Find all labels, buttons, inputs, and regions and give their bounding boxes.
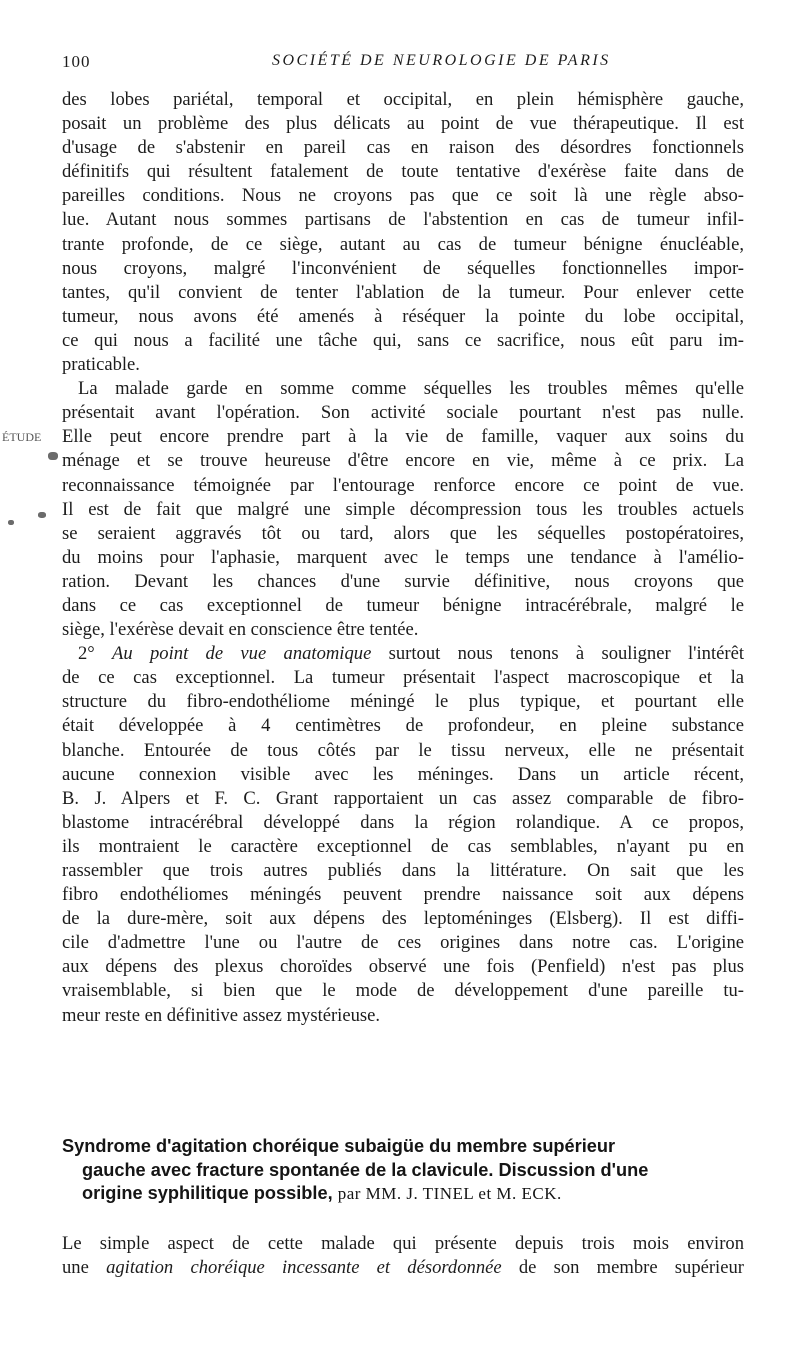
p1-line: des lobes pariétal, temporal et occipital, en plein hémisphère gauche, bbox=[62, 89, 744, 110]
section-heading bbox=[62, 1135, 744, 1206]
p2-line: présentait avant l'opération. Son activité sociale pourtant n'est pas nulle. bbox=[62, 402, 744, 424]
p3-line: de ce cas exceptionnel. La tumeur présentait l'aspect macroscopique et la bbox=[62, 667, 744, 689]
ink-blot bbox=[48, 452, 58, 460]
paragraph-3 bbox=[62, 642, 744, 1028]
heading-line-2: gauche avec fracture spontanée de la clavicule. Discussion d'une bbox=[82, 1159, 649, 1180]
p3-line: rassembler que trois autres publiés dans la littérature. On sait que les bbox=[62, 860, 744, 881]
p3-line: était développée à 4 centimètres de profondeur, en pleine substance bbox=[62, 715, 744, 737]
page-header bbox=[62, 52, 742, 78]
p1-line: praticable. bbox=[62, 354, 140, 376]
running-title: SOCIÉTÉ DE NEUROLOGIE DE PARIS bbox=[272, 52, 611, 69]
italic-phrase: agitation choréique incessante et désordonnée bbox=[106, 1257, 502, 1279]
p3-line: ils montraient le caractère exceptionnel de cas semblables, n'ayant pu en bbox=[62, 835, 744, 857]
p2-line: Il est de fait que malgré une simple décompression tous les troubles actuels bbox=[62, 498, 744, 520]
paragraph-2 bbox=[62, 377, 744, 642]
p3-line: de la dure-mère, soit aux dépens des leptoméninges (Elsberg). Il est diffi- bbox=[62, 908, 744, 930]
p1-line: posait un problème des plus délicats au point de vue thérapeutique. Il est bbox=[62, 113, 744, 135]
p1-line: tantes, qu'il convient de tenter l'ablation de la tumeur. Pour enlever cette bbox=[62, 281, 744, 303]
p3-line: blastome intracérébral développé dans la région rolandique. A ce propos, bbox=[62, 811, 744, 833]
p3-line: B. J. Alpers et F. C. Grant rapportaient un cas assez comparable de fibro- bbox=[62, 787, 744, 809]
p2-line: du moins pour l'aphasie, marquent avec le temps une tendance à l'amélio- bbox=[62, 546, 744, 568]
p2-line: dans ce cas exceptionnel de tumeur bénigne intracérébrale, malgré le bbox=[62, 594, 744, 616]
p2-line: La malade garde en somme comme séquelles les troubles mêmes qu'elle bbox=[78, 378, 744, 400]
authors: par MM. J. TINEL et M. ECK. bbox=[337, 1184, 562, 1203]
p3-line: aucune connexion visible avec les méninges. Dans un article récent, bbox=[62, 763, 744, 785]
ink-blot bbox=[38, 512, 46, 518]
p3-line: aux dépens des plexus choroïdes observé une fois (Penfield) n'est pas plus bbox=[62, 956, 744, 978]
margin-annotation: ÉTUDE bbox=[2, 430, 42, 444]
p1-line: trante profonde, de ce siège, autant au cas de tumeur bénigne énucléable, bbox=[62, 233, 744, 255]
p1-line: tumeur, nous avons été amenés à réséquer la pointe du lobe occipital, bbox=[62, 305, 744, 327]
p2-line: reconnaissance témoignée par l'entourage renforce encore ce point de vue. bbox=[62, 474, 744, 496]
section-number: 2° bbox=[78, 643, 95, 665]
heading-line-3: origine syphilitique possible, par MM. J. TINEL et M. ECK. bbox=[82, 1183, 562, 1203]
p3-line: fibro endothéliomes méningés peuvent prendre naissance soit aux dépens bbox=[62, 884, 744, 906]
p3-line: meur reste en définitive assez mystérieuse. bbox=[62, 1004, 381, 1026]
closing-line-1: Le simple aspect de cette malade qui présente depuis trois mois environ bbox=[62, 1233, 744, 1254]
paragraph-3-line-first: 2° Au point de vue anatomique surtout nous tenons à souligner l'intérêt bbox=[78, 643, 744, 665]
body-text bbox=[62, 88, 744, 1028]
p1-line: ce qui nous a facilité une tâche qui, sans ce sacrifice, nous eût paru im- bbox=[62, 329, 744, 351]
heading-line-1: Syndrome d'agitation choréique subaigüe du membre supérieur bbox=[62, 1136, 616, 1156]
p1-line: d'usage de s'abstenir en pareil cas en raison des désordres fonctionnels bbox=[62, 137, 744, 159]
p1-line: définitifs qui résultent fatalement de toute tentative d'exérèse faite dans de bbox=[62, 161, 744, 183]
paragraph-1 bbox=[62, 88, 744, 377]
p2-line: Elle peut encore prendre part à la vie de famille, vaquer aux soins du bbox=[62, 426, 744, 448]
p3-line: cile d'admettre l'une ou l'autre de ces origines dans notre cas. L'origine bbox=[62, 932, 744, 954]
p3-line: vraisemblable, si bien que le mode de développement d'une pareille tu- bbox=[62, 980, 744, 1002]
p2-line: ration. Devant les chances d'une survie définitive, nous croyons que bbox=[62, 570, 744, 592]
p1-line: nous croyons, malgré l'inconvénient de séquelles fonctionnelles impor- bbox=[62, 257, 744, 279]
p1-line: lue. Autant nous sommes partisans de l'abstention en cas de tumeur infil- bbox=[62, 209, 744, 231]
ink-blot bbox=[8, 520, 14, 525]
closing-line-2: une agitation choréique incessante et désordonnée de son membre supérieur bbox=[62, 1257, 744, 1279]
p2-line: ménage et se trouve heureuse d'être encore en vie, même à ce prix. La bbox=[62, 450, 744, 472]
p1-line: pareilles conditions. Nous ne croyons pas que ce soit là une règle abso- bbox=[62, 185, 744, 207]
p3-line: blanche. Entourée de tous côtés par le tissu nerveux, elle ne présentait bbox=[62, 739, 744, 761]
closing-paragraph bbox=[62, 1232, 744, 1280]
italic-lead: Au point de vue anatomique bbox=[112, 643, 372, 665]
page-number: 100 bbox=[62, 52, 91, 71]
p2-line: se seraient aggravés tôt ou tard, alors que les séquelles postopératoires, bbox=[62, 522, 744, 544]
p2-line: siège, l'exérèse devait en conscience être tentée. bbox=[62, 619, 419, 641]
p3-line: structure du fibro-endothéliome méningé le plus typique, et pourtant elle bbox=[62, 691, 744, 713]
